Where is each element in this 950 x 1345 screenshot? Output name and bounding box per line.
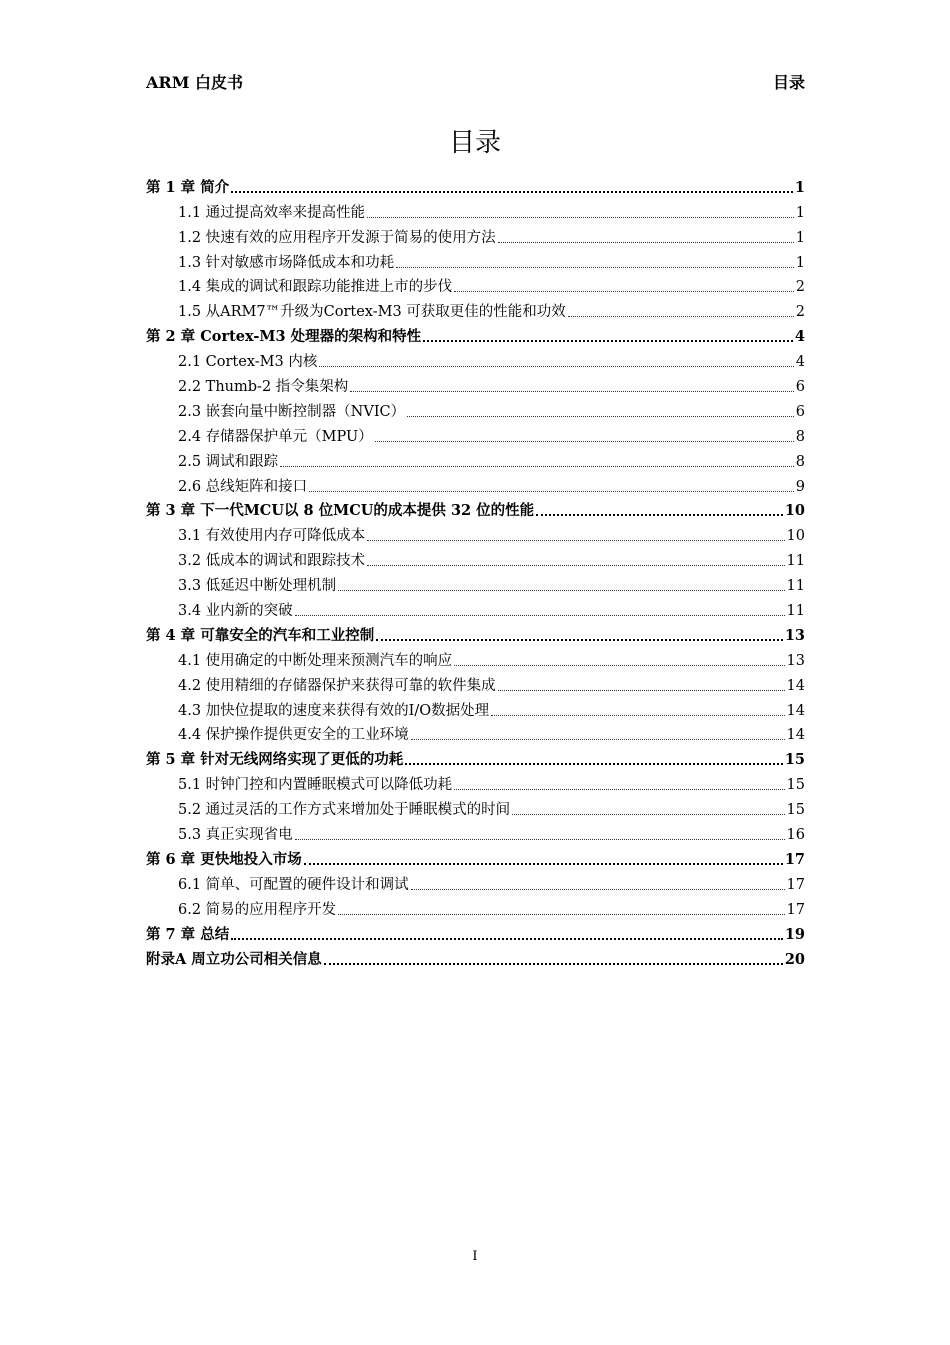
toc-section-entry[interactable]	[146, 272, 805, 297]
toc-entry-label: 2.4 存储器保护单元（MPU）	[178, 428, 373, 445]
toc-dot-leader	[536, 513, 783, 516]
page-title: 目录	[448, 128, 501, 158]
toc-entry-label: 4.1 使用确定的中断处理来预测汽车的响应	[178, 652, 453, 669]
toc-dot-leader	[295, 838, 785, 840]
toc-entry-label: 2.2 Thumb-2 指令集架构	[178, 379, 349, 396]
toc-chapter-entry[interactable]	[146, 944, 805, 969]
toc-entry-label: 4.4 保护操作提供更安全的工业环境	[178, 727, 409, 744]
toc-entry-label: 6.2 简易的应用程序开发	[178, 901, 337, 918]
toc-entry-page: 9	[795, 478, 805, 495]
toc-section-entry[interactable]	[146, 346, 805, 371]
toc-section-entry[interactable]	[146, 819, 805, 844]
toc-chapter-entry[interactable]	[146, 321, 805, 346]
toc-chapter-entry[interactable]	[146, 919, 805, 944]
toc-entry-page: 20	[784, 950, 805, 968]
toc-entry-page: 14	[786, 702, 805, 719]
toc-section-entry[interactable]	[146, 645, 805, 670]
toc-entry-label: 5.1 时钟门控和内置睡眠模式可以降低功耗	[178, 777, 453, 794]
toc-dot-leader	[231, 190, 793, 193]
table-of-contents	[146, 172, 805, 969]
toc-entry-label: 第 1 章 简介	[146, 178, 230, 196]
toc-section-entry[interactable]	[146, 570, 805, 595]
toc-entry-label: 1.5 从ARM7™升级为Cortex-M3 可获取更佳的性能和功效	[178, 304, 566, 321]
toc-entry-page: 10	[786, 528, 805, 545]
toc-dot-leader	[454, 664, 784, 666]
toc-entry-label: 2.5 调试和跟踪	[178, 453, 279, 470]
toc-dot-leader	[568, 315, 794, 317]
toc-dot-leader	[231, 937, 783, 940]
toc-entry-page: 11	[786, 603, 805, 620]
toc-section-entry[interactable]	[146, 670, 805, 695]
toc-dot-leader	[512, 813, 784, 815]
toc-entry-page: 2	[795, 279, 805, 296]
toc-section-entry[interactable]	[146, 894, 805, 919]
toc-dot-leader	[309, 490, 794, 492]
toc-section-entry[interactable]	[146, 545, 805, 570]
toc-section-entry[interactable]	[146, 471, 805, 496]
toc-dot-leader	[454, 290, 794, 292]
header-section-title: 目录	[772, 73, 805, 92]
toc-section-entry[interactable]	[146, 371, 805, 396]
toc-entry-page: 15	[784, 751, 805, 769]
toc-dot-leader	[376, 638, 783, 641]
toc-section-entry[interactable]	[146, 794, 805, 819]
toc-entry-label: 1.3 针对敏感市场降低成本和功耗	[178, 254, 395, 271]
toc-entry-page: 17	[786, 901, 805, 918]
toc-entry-page: 6	[795, 379, 805, 396]
toc-entry-label: 1.2 快速有效的应用程序开发源于简易的使用方法	[178, 229, 496, 246]
toc-dot-leader	[367, 564, 784, 566]
toc-section-entry[interactable]	[146, 720, 805, 745]
toc-dot-leader	[411, 738, 785, 740]
toc-dot-leader	[338, 589, 784, 591]
toc-entry-label: 第 7 章 总结	[146, 925, 230, 943]
toc-section-entry[interactable]	[146, 396, 805, 421]
toc-dot-leader	[367, 216, 794, 218]
toc-dot-leader	[338, 913, 784, 915]
toc-entry-page: 11	[786, 553, 805, 570]
toc-entry-label: 1.4 集成的调试和跟踪功能推进上市的步伐	[178, 279, 453, 296]
toc-dot-leader	[491, 714, 784, 716]
toc-section-entry[interactable]	[146, 869, 805, 894]
toc-section-entry[interactable]	[146, 446, 805, 471]
toc-section-entry[interactable]	[146, 222, 805, 247]
toc-entry-label: 第 4 章 可靠安全的汽车和工业控制	[146, 626, 375, 644]
toc-entry-label: 3.1 有效使用内存可降低成本	[178, 528, 366, 545]
toc-entry-label: 3.2 低成本的调试和跟踪技术	[178, 553, 366, 570]
toc-dot-leader	[396, 266, 794, 268]
toc-section-entry[interactable]	[146, 520, 805, 545]
toc-entry-page: 1	[795, 204, 805, 221]
toc-entry-label: 4.3 加快位提取的速度来获得有效的I/O数据处理	[178, 702, 490, 719]
toc-entry-page: 1	[794, 178, 805, 196]
toc-entry-page: 15	[786, 802, 805, 819]
toc-entry-page: 6	[795, 403, 805, 420]
toc-dot-leader	[405, 762, 783, 765]
toc-dot-leader	[350, 390, 793, 392]
toc-entry-page: 15	[786, 777, 805, 794]
toc-entry-label: 5.3 真正实现省电	[178, 827, 293, 844]
toc-entry-label: 附录A 周立功公司相关信息	[146, 950, 322, 968]
page-header	[146, 70, 805, 94]
toc-entry-label: 第 2 章 Cortex-M3 处理器的架构和特性	[146, 328, 422, 346]
toc-entry-page: 13	[786, 652, 805, 669]
toc-chapter-entry[interactable]	[146, 844, 805, 869]
toc-entry-label: 4.2 使用精细的存储器保护来获得可靠的软件集成	[178, 677, 496, 694]
toc-dot-leader	[411, 888, 785, 890]
toc-chapter-entry[interactable]	[146, 744, 805, 769]
toc-dot-leader	[498, 241, 794, 243]
toc-dot-leader	[498, 689, 785, 691]
toc-entry-page: 11	[786, 578, 805, 595]
toc-dot-leader	[319, 365, 793, 367]
toc-entry-page: 4	[795, 354, 805, 371]
toc-dot-leader	[295, 614, 785, 616]
toc-section-entry[interactable]	[146, 197, 805, 222]
toc-entry-page: 19	[784, 925, 805, 943]
toc-dot-leader	[375, 440, 794, 442]
toc-dot-leader	[367, 539, 784, 541]
toc-section-entry[interactable]	[146, 595, 805, 620]
toc-dot-leader	[454, 788, 784, 790]
toc-chapter-entry[interactable]	[146, 620, 805, 645]
toc-section-entry[interactable]	[146, 247, 805, 272]
toc-section-entry[interactable]	[146, 296, 805, 321]
toc-section-entry[interactable]	[146, 695, 805, 720]
toc-dot-leader	[407, 415, 794, 417]
page-number: I	[472, 1249, 478, 1264]
toc-entry-page: 14	[786, 677, 805, 694]
toc-section-entry[interactable]	[146, 421, 805, 446]
toc-entry-page: 10	[784, 502, 805, 520]
toc-entry-label: 2.1 Cortex-M3 内核	[178, 354, 318, 371]
toc-entry-label: 3.4 业内新的突破	[178, 603, 293, 620]
toc-chapter-entry[interactable]	[146, 172, 805, 197]
toc-entry-page: 13	[784, 626, 805, 644]
toc-entry-page: 17	[786, 876, 805, 893]
toc-entry-page: 16	[786, 827, 805, 844]
toc-dot-leader	[280, 465, 794, 467]
toc-entry-label: 第 5 章 针对无线网络实现了更低的功耗	[146, 751, 404, 769]
toc-entry-page: 1	[795, 229, 805, 246]
toc-entry-page: 2	[795, 304, 805, 321]
toc-dot-leader	[423, 339, 793, 342]
toc-dot-leader	[304, 862, 783, 865]
toc-entry-page: 14	[786, 727, 805, 744]
toc-entry-page: 1	[795, 254, 805, 271]
toc-dot-leader	[324, 962, 783, 965]
toc-section-entry[interactable]	[146, 769, 805, 794]
toc-entry-label: 第 6 章 更快地投入市场	[146, 850, 302, 868]
toc-chapter-entry[interactable]	[146, 496, 805, 521]
toc-entry-label: 2.3 嵌套向量中断控制器（NVIC）	[178, 403, 406, 420]
toc-entry-label: 1.1 通过提高效率来提高性能	[178, 204, 366, 221]
toc-entry-label: 2.6 总线矩阵和接口	[178, 478, 308, 495]
toc-entry-page: 4	[794, 328, 805, 346]
toc-entry-page: 8	[795, 428, 805, 445]
toc-entry-label: 6.1 简单、可配置的硬件设计和调试	[178, 876, 409, 893]
toc-entry-page: 8	[795, 453, 805, 470]
toc-entry-page: 17	[784, 850, 805, 868]
toc-entry-label: 5.2 通过灵活的工作方式来增加处于睡眠模式的时间	[178, 802, 511, 819]
toc-entry-label: 3.3 低延迟中断处理机制	[178, 578, 337, 595]
header-doc-title: ARM 白皮书	[146, 73, 243, 92]
toc-entry-label: 第 3 章 下一代MCU以 8 位MCU的成本提供 32 位的性能	[146, 502, 535, 520]
